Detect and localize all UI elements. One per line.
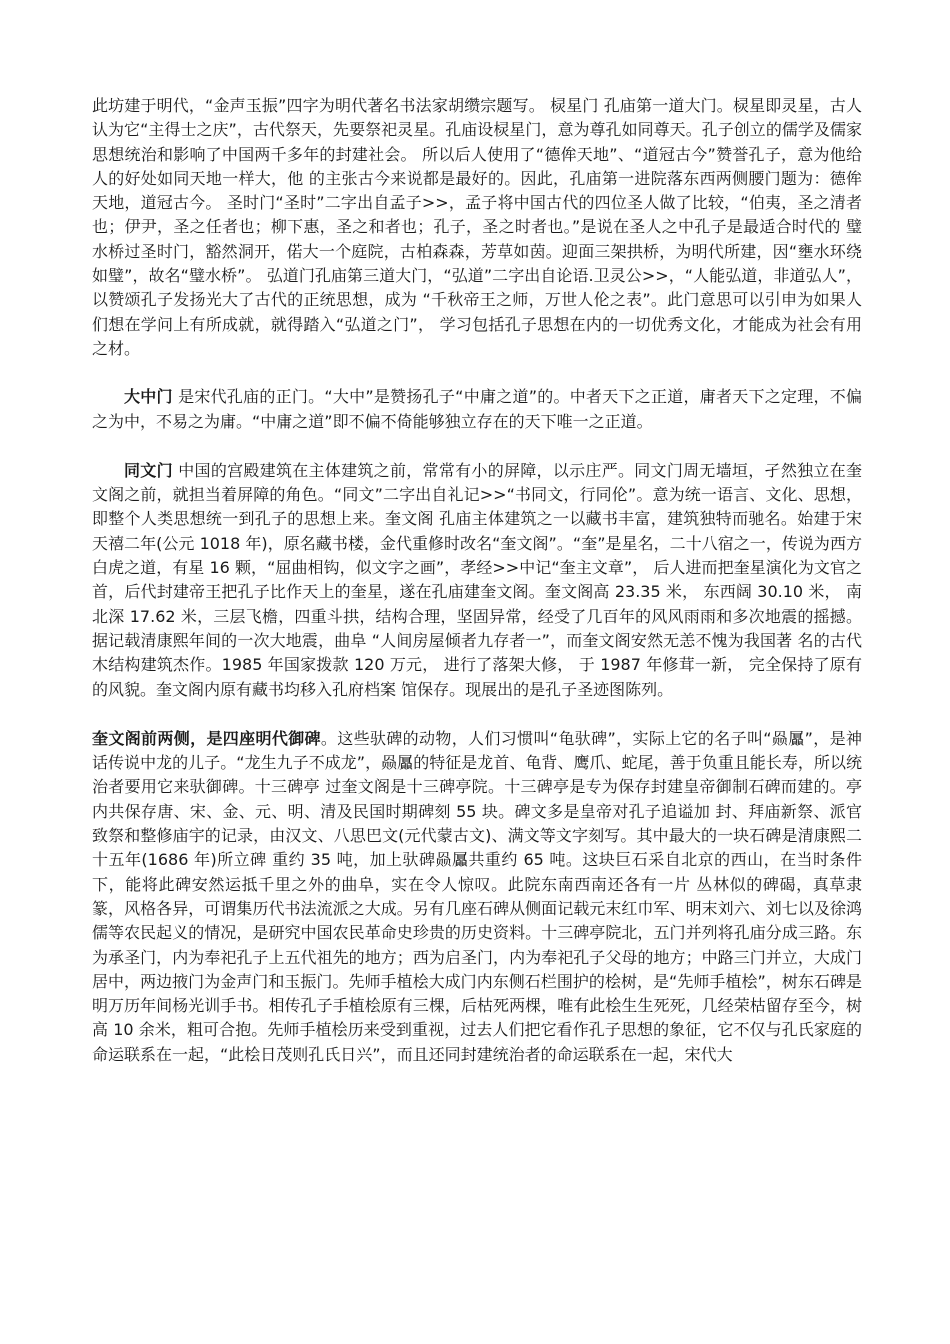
paragraph-jinsheng-yuzhen (92, 94, 862, 361)
paragraph-text: 中国的宫殿建筑在主体建筑之前，常常有小的屏障，以示庄严。同文门周无墙垣，孑然独立在奎文阁之前，就担当着屏障的角色。“同文”二字出自礼记>>“书同文，行同伦”。意为统一语言、文化、思想，即整个人类思想统一到孔子的思想上来。奎文阁 孔庙主体建筑之一以藏书丰富，建筑独特而驰名。始建于宋天禧二年(公元 1018 年)，原名藏书楼，金代重修时改名“奎文阁”。“奎”是星名，二十八宿之一，传说为西方白虎之道，有星 16 颗，“屈曲相钩，似文字之画”，孝经>>中记“奎主文章”， 后人进而把奎星演化为文官之 首，后代封建帝王把孔子比作天上的奎星，遂在孔庙建奎文阁。奎文阁高 23.35 米， 东西阔 30.10 米， 南北深 17.62 米，三层飞檐，四重斗拱，结构合理，坚固异常，经受了几百年的风风雨雨和多次地震的摇撼。据记载清康熙年间的一次大地震，曲阜 “人间房屋倾者九存者一”，而奎文阁安然无恙不愧为我国著 名的古代木结构建筑杰作。1985 年国家拨款 120 万元， 进行了落架大修， 于 1987 年修茸一新， 完全保持了原有的风貌。奎文阁内原有藏书均移入孔府档案 馆保存。现展出的是孔子圣迹图陈列。 (92, 460, 862, 699)
paragraph-text: 。这些驮碑的动物，人们习惯叫“龟驮碑”，实际上它的名子叫“赑屭”，是神 话传说中龙的儿子。“龙生九子不成龙”，赑屭的特征是龙首、龟背、鹰爪、蛇尾，善于负重且能长寿，所以统治者要用它来驮御碑。十三碑亭 过奎文阁是十三碑亭院。十三碑亭是专为保存封建皇帝御制石碑而建的。亭内共保存唐、宋、金、元、明、清及民国时期碑刻 55 块。碑文多是皇帝对孔子追谥加 封、拜庙新祭、派官致祭和整修庙宇的记录，由汉文、八思巴文(元代蒙古文)、满文等文字刻写。其中最大的一块石碑是清康熙二十五年(1686 年)所立碑 重约 35 吨，加上驮碑赑屭共重约 65 吨。这块巨石采自北京的西山，在当时条件下，能将此碑安然运抵千里之外的曲阜，实在令人惊叹。此院东南西南还各有一片 丛林似的碑碣，真草隶篆，风格各异，可谓集历代书法流派之大成。另有几座石碑从侧面记载元末红巾军、明末刘六、刘七以及徐鸿儒等农民起义的情况，是研究中国农民革命史珍贵的历史资料。十三碑亭院北，五门并列将孔庙分成三路。东为承圣门，内为奉祀孔子上五代祖先的地方；西为启圣门，内为奉祀孔子父母的地方；中路三门并立，大成门居中，两边掖门为金声门和玉振门。先师手植桧大成门内东侧石栏围护的桧树，是“先师手植桧”，树东石碑是明万历年间杨光训手书。相传孔子手植桧原有三棵，后枯死两棵，唯有此桧生生死死，几经荣枯留存至今，树高 10 余米，粗可合抱。先师手植桧历来受到重视，过去人们把它看作孔子思想的象征，它不仅与孔氏家庭的命运联系在一起，“此桧日茂则孔氏日兴”，而且还同封建统治者的命运联系在一起，宋代大 (92, 728, 862, 1064)
paragraph-text: 此坊建于明代，“金声玉振”四字为明代著名书法家胡缵宗题写。 棂星门 孔庙第一道大门。棂星即灵星，古人认为它“主得士之庆”，古代祭天，先要祭祀灵星。孔庙设棂星门，意为尊孔如同尊天。孔子创立的儒学及儒家思想统治和影响了中国两千多年的封建社会。 所以后人使用了“德侔天地”、“道冠古今”赞誉孔子，意为他给人的好处如同天地一样大，他 的主张古今来说都是最好的。因此，孔庙第一进院落东西两侧腰门题为：德侔天地，道冠古今。 圣时门“圣时”二字出自孟子>>，孟子将中国古代的四位圣人做了比较，“伯夷，圣之清者也；伊尹，圣之任者也；柳下惠，圣之和者也；孔子，圣之时者也。”是说在圣人之中孔子是最适合时代的 璧水桥过圣时门，豁然洞开，偌大一个庭院，古柏森森，芳草如茵。迎面三架拱桥，为明代所建，因“壅水环绕如璧”，故名“璧水桥”。 弘道门孔庙第三道大门，“弘道”二字出自论语.卫灵公>>，“人能弘道，非道弘人”，以赞颂孔子发扬光大了古代的正统思想，成为 “千秋帝王之师，万世人伦之表”。此门意思可以引申为如果人们想在学问上有所成就，就得踏入“弘道之门”， 学习包括孔子思想在内的一切优秀文化，才能成为社会有用之材。 (92, 96, 862, 358)
paragraph-lead: 奎文阁前两侧，是四座明代御碑 (92, 728, 321, 748)
paragraph-lead: 大中门 (124, 387, 173, 407)
paragraph-text: 是宋代孔庙的正门。“大中”是赞扬孔子“中庸之道”的。中者天下之正道，庸者天下之定理，不偏之为中，不易之为庸。“中庸之道”即不偏不倚能够独立存在的天下唯一之正道。 (92, 387, 862, 431)
paragraph-lead: 同文门 (124, 460, 173, 480)
paragraph-tongwen-gate (92, 459, 862, 702)
paragraph-imperial-steles (92, 727, 862, 1067)
paragraph-dazhong-gate (92, 385, 862, 434)
